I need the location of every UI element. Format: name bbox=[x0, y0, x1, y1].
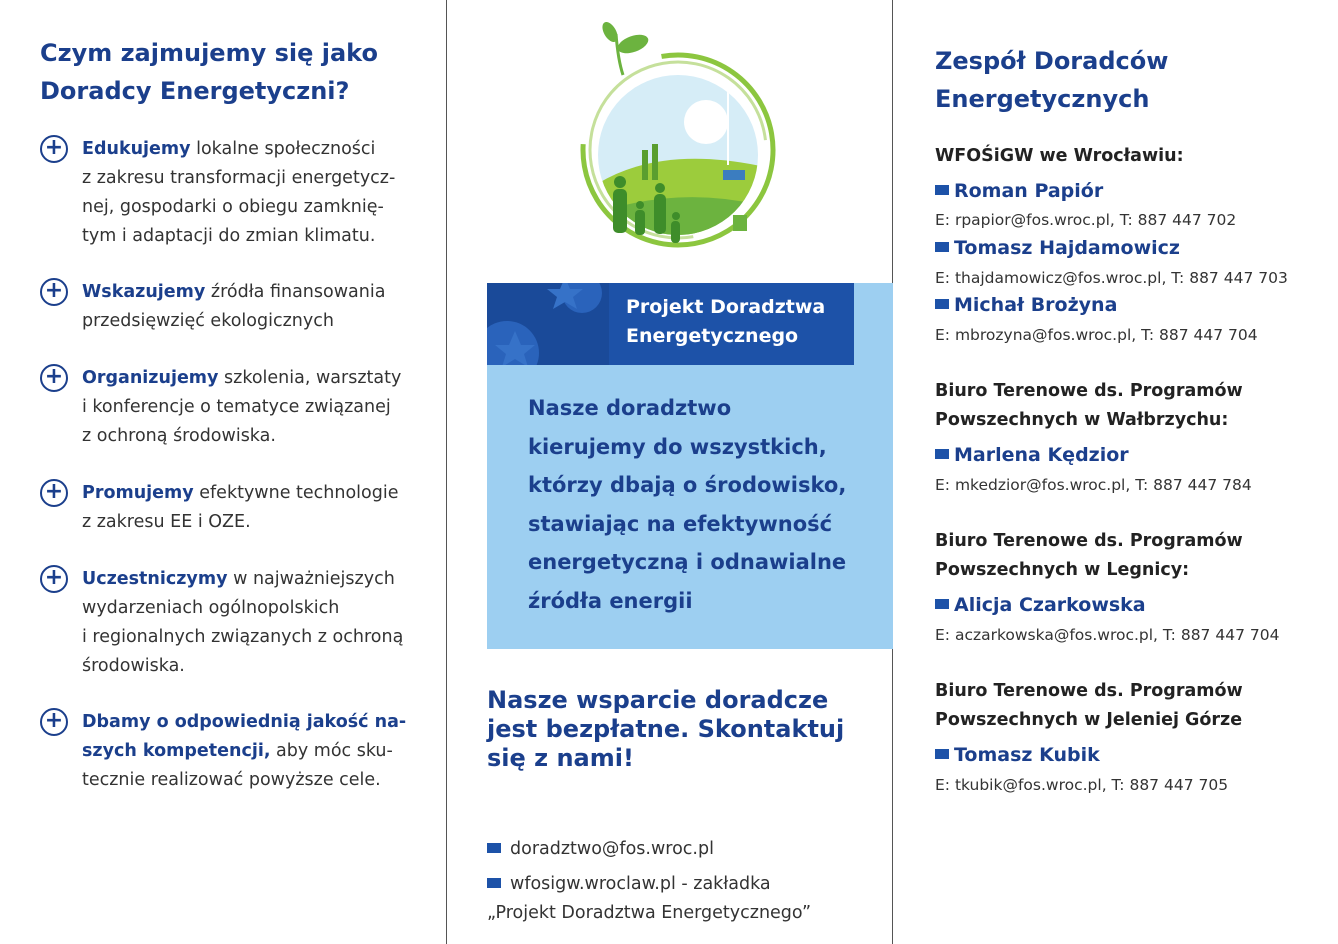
square-bullet-icon bbox=[935, 242, 949, 252]
plus-circle-icon: + bbox=[40, 364, 68, 392]
item-bold: Dbamy o odpowiednią jakość na- szych kompetencji, bbox=[82, 712, 407, 761]
support-heading: Nasze wsparcie doradcze jest bezpłatne. Skontaktuj się z nami! bbox=[487, 686, 845, 772]
list-item bbox=[40, 364, 420, 451]
plus-circle-icon: + bbox=[40, 135, 68, 163]
square-bullet-icon bbox=[935, 299, 949, 309]
left-title: Czym zajmujemy się jako Doradcy Energetyczni? bbox=[40, 39, 378, 105]
contact-web-text: wfosigw.wroclaw.pl - zakładka „Projekt Doradztwa Energetycznego” bbox=[487, 874, 812, 923]
item-bold: Wskazujemy bbox=[82, 282, 206, 302]
plus-circle-icon: + bbox=[40, 278, 68, 306]
advisor-contact: E: aczarkowska@fos.wroc.pl, T: 887 447 704 bbox=[935, 626, 1280, 644]
item-bold: Edukujemy bbox=[82, 139, 191, 159]
advisor-name: Marlena Kędzior bbox=[935, 442, 1129, 468]
office-heading: Biuro Terenowe ds. Programów Powszechnych w Jeleniej Górze bbox=[935, 681, 1243, 730]
item-text: źródła finansowania przedsięwzięć ekologicznych bbox=[82, 282, 386, 331]
plus-circle-icon: + bbox=[40, 708, 68, 736]
project-header bbox=[487, 283, 854, 365]
item-text: szkolenia, warsztaty i konferencje o tematyce związanej z ochroną środowiska. bbox=[82, 368, 402, 446]
item-bold: Uczestniczymy bbox=[82, 569, 228, 589]
contact-web bbox=[487, 841, 811, 928]
item-bold: Promujemy bbox=[82, 483, 194, 503]
advisor-name: Michał Brożyna bbox=[935, 292, 1117, 318]
advisor-contact: E: rpapior@fos.wroc.pl, T: 887 447 702 bbox=[935, 211, 1237, 229]
project-panel bbox=[487, 283, 893, 649]
square-bullet-icon bbox=[935, 185, 949, 195]
plus-circle-icon: + bbox=[40, 565, 68, 593]
divider-left bbox=[446, 0, 447, 944]
eu-stars-icon bbox=[487, 283, 609, 365]
contact-email-text: doradztwo@fos.wroc.pl bbox=[510, 839, 714, 859]
item-bold: Organizujemy bbox=[82, 368, 219, 388]
list-item bbox=[40, 708, 420, 795]
square-bullet-icon bbox=[935, 449, 949, 459]
eco-earth-family-logo bbox=[578, 20, 778, 270]
advisor-name: Tomasz Hajdamowicz bbox=[935, 235, 1180, 261]
plus-circle-icon: + bbox=[40, 479, 68, 507]
square-bullet-icon bbox=[487, 878, 501, 888]
advisor-contact: E: thajdamowicz@fos.wroc.pl, T: 887 447 703 bbox=[935, 269, 1288, 287]
advisor-contact: E: mkedzior@fos.wroc.pl, T: 887 447 784 bbox=[935, 476, 1252, 494]
square-bullet-icon bbox=[935, 599, 949, 609]
advisor-contact: E: tkubik@fos.wroc.pl, T: 887 447 705 bbox=[935, 776, 1229, 794]
item-text: efektywne technologie z zakresu EE i OZE. bbox=[82, 483, 399, 532]
list-item bbox=[40, 278, 420, 336]
list-item bbox=[40, 479, 420, 537]
right-title: Zespół Doradców Energetycznych bbox=[935, 47, 1169, 113]
item-text: aby móc sku- tecznie realizować powyższe cele. bbox=[82, 741, 393, 790]
project-title: Projekt Doradztwa Energetycznego bbox=[626, 296, 826, 347]
advisor-name: Alicja Czarkowska bbox=[935, 592, 1146, 618]
left-column bbox=[40, 34, 420, 110]
office-heading: Biuro Terenowe ds. Programów Powszechnych w Legnicy: bbox=[935, 531, 1243, 580]
office-heading: WFOŚiGW we Wrocławiu: bbox=[935, 146, 1184, 166]
project-description: Nasze doradztwo kierujemy do wszystkich, którzy dbają o środowisko, stawiając na efektywność energetyczną i odnawialne źródła energii bbox=[528, 396, 847, 613]
advisor-name: Roman Papiór bbox=[935, 178, 1103, 204]
office-heading: Biuro Terenowe ds. Programów Powszechnych w Wałbrzychu: bbox=[935, 381, 1243, 430]
advisor-contact: E: mbrozyna@fos.wroc.pl, T: 887 447 704 bbox=[935, 326, 1258, 344]
square-bullet-icon bbox=[935, 749, 949, 759]
item-text: lokalne społeczności z zakresu transformacji energetycz- nej, gospodarki o obiegu zamknię- tym i adaptacji do zmian klimatu. bbox=[82, 139, 396, 246]
list-item bbox=[40, 565, 420, 681]
advisor-name: Tomasz Kubik bbox=[935, 742, 1100, 768]
list-item bbox=[40, 135, 420, 251]
item-text: w najważniejszych wydarzeniach ogólnopolskich i regionalnych związanych z ochroną środowiska. bbox=[82, 569, 404, 676]
